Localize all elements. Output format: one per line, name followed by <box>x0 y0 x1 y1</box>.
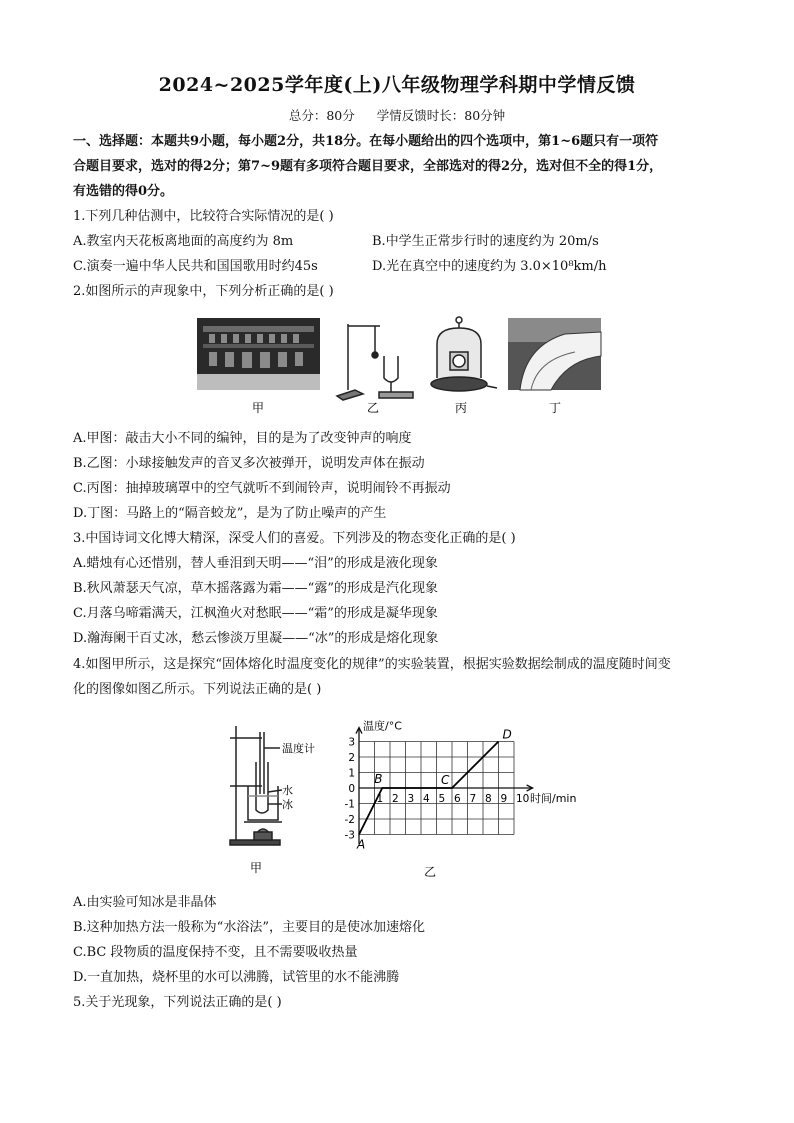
point-label-c: C <box>441 773 450 787</box>
q2-stem: 2.如图所示的声现象中，下列分析正确的是( ) <box>73 284 334 299</box>
temperature-time-chart <box>335 706 577 884</box>
page-title: 2024~2025学年度(上)八年级物理学科期中学情反馈 <box>158 74 636 96</box>
q3-option-a: A.蜡烛有心还惜别，替人垂泪到天明——“泪”的形成是液化现象 <box>73 556 438 571</box>
q4-apparatus-figure <box>222 722 332 882</box>
q2-option-a: A.甲图：敲击大小不同的编钟，目的是为了改变钟声的响度 <box>73 431 412 446</box>
q3-option-d: D.瀚海阑干百丈冰，愁云惨淡万里凝——“冰”的形成是熔化现象 <box>73 631 439 646</box>
bianzhong-photo <box>197 318 320 390</box>
x-axis-label: 时间/min <box>530 792 577 805</box>
x-tick-label: 3 <box>407 793 415 805</box>
section-instruction-line-2: 合题目要求，选对的得2分；第7~9题有多项符合题目要求，全部选对的得2分，选对但不全的得1分， <box>73 159 663 174</box>
point-label-d: D <box>502 727 512 742</box>
q2-option-b: B.乙图：小球接触发声的音叉多次被弹开，说明发声体在振动 <box>73 456 425 471</box>
q4-stem-line-2: 化的图像如图乙所示。下列说法正确的是( ) <box>73 682 322 697</box>
y-tick-label: 1 <box>348 767 355 780</box>
graph-caption: 乙 <box>424 865 437 879</box>
x-tick-label: 4 <box>423 793 430 805</box>
x-tick-label: 9 <box>500 793 508 805</box>
water-label: 水 <box>282 784 293 797</box>
section-instruction-line-1: 一、选择题：本题共9小题，每小题2分，共18分。在每小题给出的四个选项中，第1~6题只有一项符 <box>73 134 659 149</box>
caption-yi: 乙 <box>366 401 380 415</box>
q2-option-c: C.丙图：抽掉玻璃罩中的空气就听不到闹铃声，说明闹铃不再振动 <box>73 481 451 496</box>
tuning-fork-apparatus <box>337 324 413 400</box>
q1-option-c: C.演奏一遍中华人民共和国国歌用时约45s <box>73 259 318 274</box>
exam-meta <box>0 106 794 124</box>
q4-option-a: A.由实验可知冰是非晶体 <box>73 895 217 910</box>
y-tick-label: -1 <box>344 798 355 811</box>
x-tick-label: 5 <box>438 793 446 805</box>
q3-option-c: C.月落乌啼霜满天，江枫渔火对愁眠——“霜”的形成是凝华现象 <box>73 606 438 621</box>
section-instruction-line-3: 有选错的得0分。 <box>73 184 174 199</box>
q1-option-d: D.光在真空中的速度约为 3.0×10⁸km/h <box>372 259 607 274</box>
y-tick-label: 0 <box>348 783 355 795</box>
x-tick-label: 10 <box>516 793 530 805</box>
x-tick-label: 6 <box>454 793 461 805</box>
q2-figures <box>195 316 615 420</box>
q4-option-c: C.BC 段物质的温度保持不变，且不需要吸收热量 <box>73 945 358 960</box>
q1-option-a: A.教室内天花板离地面的高度约为 8m <box>73 234 294 249</box>
q3-stem: 3.中国诗词文化博大精深，深受人们的喜爱。下列涉及的物态变化正确的是( ) <box>73 531 516 546</box>
q2-option-d: D.丁图：马路上的“隔音蛟龙”，是为了防止噪声的产生 <box>73 506 387 521</box>
apparatus-caption: 甲 <box>250 861 263 875</box>
x-tick-label: 7 <box>469 793 477 805</box>
total-score: 总分：80分 <box>288 108 355 123</box>
ice-label: 冰 <box>282 798 293 811</box>
q4-option-b: B.这种加热方法一般称为“水浴法”，主要目的是使冰加速熔化 <box>73 920 425 935</box>
x-tick-label: 8 <box>485 793 492 805</box>
point-label-b: B <box>374 772 383 786</box>
q1-stem: 1.下列几种估测中，比较符合实际情况的是( ) <box>73 209 334 224</box>
bell-jar-apparatus <box>431 317 497 391</box>
caption-bing: 丙 <box>454 401 468 415</box>
y-tick-label: 2 <box>348 752 355 764</box>
q4-option-d: D.一直加热，烧杯里的水可以沸腾，试管里的水不能沸腾 <box>73 970 400 985</box>
point-label-a: A <box>357 837 366 852</box>
x-tick-label: 1 <box>376 793 384 805</box>
x-tick-label: 2 <box>392 793 399 805</box>
caption-ding: 丁 <box>548 401 562 415</box>
sound-barrier-photo <box>508 318 601 390</box>
caption-jia: 甲 <box>251 401 265 415</box>
y-axis-label: 温度/°C <box>363 719 402 733</box>
q1-option-b: B.中学生正常步行时的速度约为 20m/s <box>372 234 599 249</box>
q4-stem-line-1: 4.如图甲所示，这是探究“固体熔化时温度变化的规律”的实验装置，根据实验数据绘制成的温度随时间变 <box>73 657 671 672</box>
y-tick-label: -3 <box>344 829 355 842</box>
q5-stem: 5.关于光现象，下列说法正确的是( ) <box>73 995 282 1010</box>
y-tick-label: 3 <box>348 736 355 749</box>
y-tick-label: -2 <box>344 814 355 826</box>
q3-option-b: B.秋风萧瑟天气凉，草木摇落露为霜——“露”的形成是汽化现象 <box>73 581 438 596</box>
exam-duration: 学情反馈时长：80分钟 <box>376 108 506 123</box>
thermometer-label: 温度计 <box>282 742 315 755</box>
